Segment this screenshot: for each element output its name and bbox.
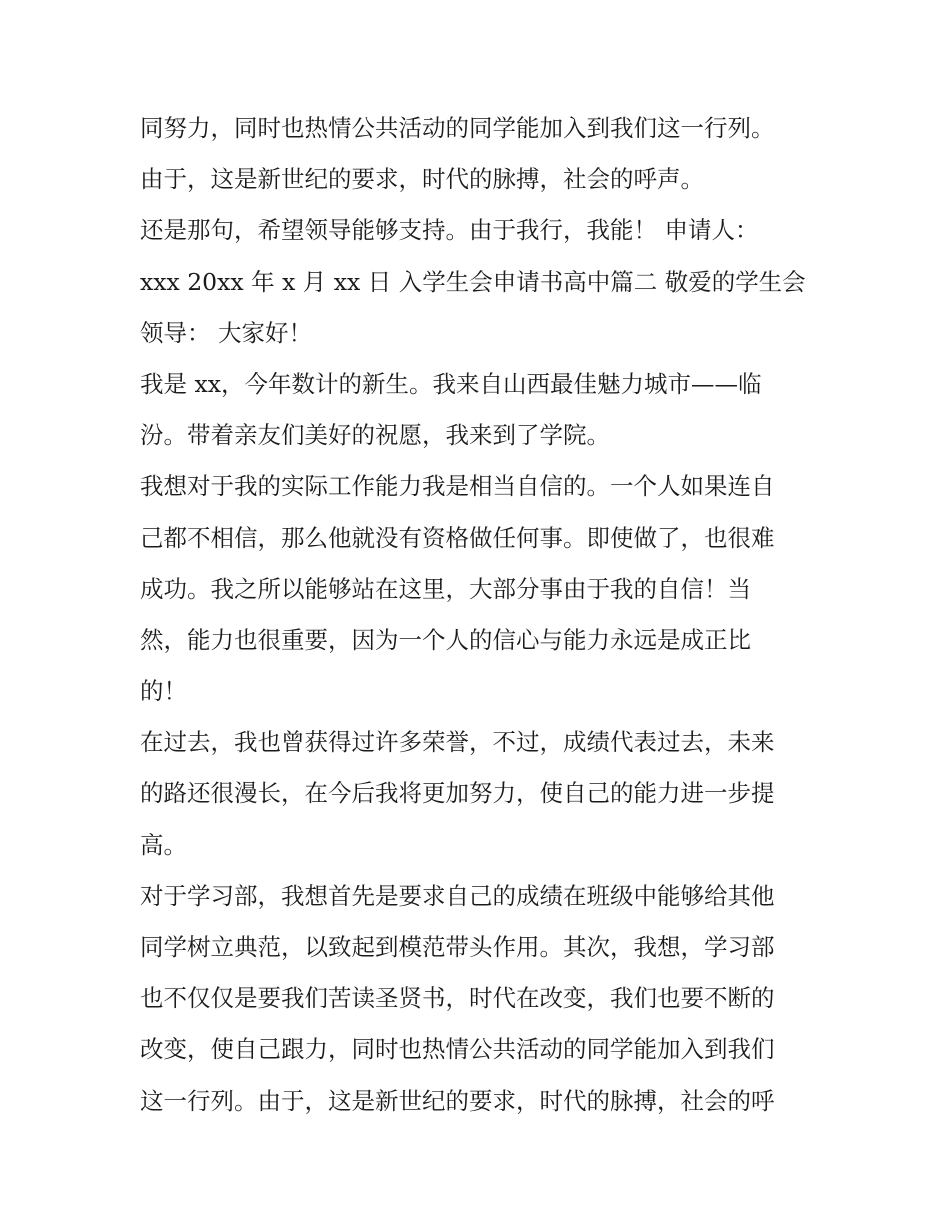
text-line: 同努力，同时也热情公共活动的同学能加入到我们这一行列。 (140, 114, 775, 142)
text-line: 还是那句，希望领导能够支持。由于我行，我能！ 申请人： (140, 216, 759, 245)
text-line: xxx 20xx 年 x 月 xx 日 入学生会申请书高中篇二 敬爱的学生会 (140, 267, 806, 296)
document-body (140, 103, 820, 1127)
text-line: 然，能力也很重要，因为一个人的信心与能力永远是成正比 (140, 625, 751, 654)
text-line: 的！ (140, 677, 187, 706)
text-line: 也不仅仅是要我们苦读圣贤书，时代在改变，我们也要不断的 (140, 984, 775, 1013)
text-line: 对于学习部，我想首先是要求自己的成绩在班级中能够给其他 (140, 881, 775, 910)
text-line: 高。 (140, 830, 187, 859)
text-line: 己都不相信，那么他就没有资格做任何事。即使做了，也很难 (140, 523, 775, 552)
text-line: 由于，这是新世纪的要求，时代的脉搏，社会的呼声。 (140, 165, 704, 194)
text-line: 同学树立典范，以致起到模范带头作用。其次，我想，学习部 (140, 933, 775, 961)
text-line: 成功。我之所以能够站在这里，大部分事由于我的自信！当 (140, 574, 751, 603)
text-line: 汾。带着亲友们美好的祝愿，我来到了学院。 (140, 421, 610, 450)
text-line: 这一行列。由于，这是新世纪的要求，时代的脉搏，社会的呼 (140, 1086, 775, 1115)
text-line: 改变，使自己跟力，同时也热情公共活动的同学能加入到我们 (140, 1035, 775, 1064)
text-line: 领导： 大家好！ (140, 318, 312, 347)
text-line: 我想对于我的实际工作能力我是相当自信的。一个人如果连自 (140, 472, 775, 501)
text-line: 我是 xx，今年数计的新生。我来自山西最佳魅力城市——临 (140, 369, 762, 398)
text-line: 的路还很漫长，在今后我将更加努力，使自己的能力进一步提 (140, 779, 775, 808)
text-line: 在过去，我也曾获得过许多荣誉，不过，成绩代表过去，未来 (140, 728, 775, 757)
